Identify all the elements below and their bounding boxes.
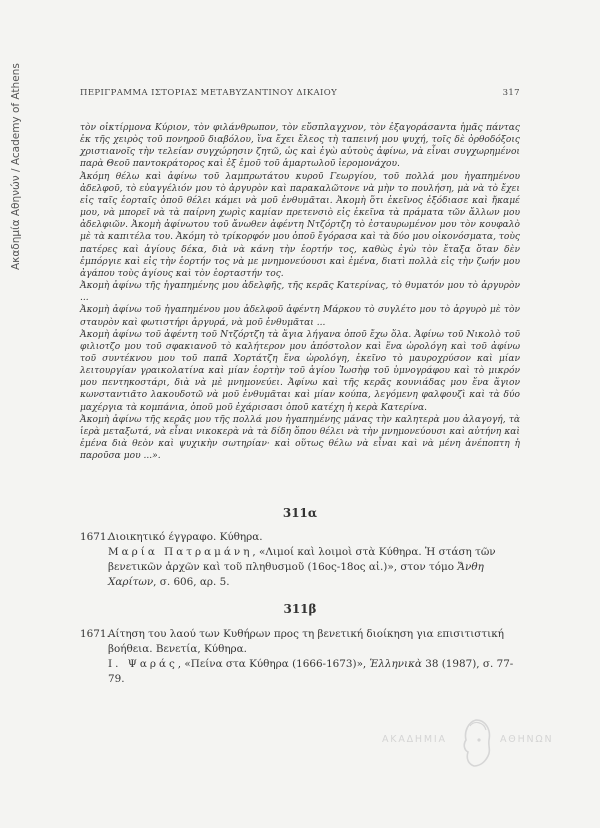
- entry-year: 1671.: [80, 628, 110, 640]
- paragraph: Ἀκομὴ ἀφίνω τῆς κερᾶς μου τῆς πολλά μου ἠγαπημένης μάνας τὴν καλητερὰ μου ἀλαγογή, τὰ ἱερὰ μεταξωτά, νὰ εἶναι νικοκερὰ νὰ τὰ δίδη ὅπου θέλει νὰ τὴν μνημονεύουσι καὶ αὐτήνη καὶ ἐμένα διὰ θεὸν καὶ ψυχικὴν σωτηρίαν· καὶ οὕτως θέλω νὰ εἶναι καὶ νὰ μένη ἀνέποπτη ἡ παροῦσα μου ...».: [80, 414, 520, 462]
- running-header: [80, 88, 520, 98]
- running-title: ΠΕΡΙΓΡΑΜΜΑ ΙΣΤΟΡΙΑΣ ΜΕΤΑΒΥΖΑΝΤΙΝΟΥ ΔΙΚΑΙΟΥ: [80, 88, 338, 98]
- watermark-right-text: ΑΘΗΝΩΝ: [500, 734, 554, 745]
- entry-citation: [80, 657, 520, 687]
- citation-author: Ι. Ψαράς: [108, 658, 178, 670]
- entry-citation: [80, 545, 520, 590]
- entry-year: 1671.: [80, 531, 110, 543]
- citation-text: , «Πείνα στα Κύθηρα (1666-1673)»,: [177, 658, 370, 670]
- citation-text: , «Λιμοί καὶ λοιμοὶ στὰ Κύθηρα. Ἡ στάση τῶν βενετικῶν ἀρχῶν καὶ τοῦ πληθυσμοῦ (16ος-18ος αἰ.)», στον τόμο: [108, 546, 496, 573]
- citation-author: Μαρία Πατραμάνη: [108, 546, 253, 558]
- paragraph: Ἀκομὴ ἀφίνω τοῦ ἠγαπημένου μου ἀδελφοῦ ἀφέντη Μάρκου τὸ συγλέτο μου τὸ ἀργυρὸ μὲ τὸν σταυρὸν καὶ φωτιστήρι ἀργυρά, νὰ μοῦ ἐνθυμᾶται ...: [80, 305, 520, 328]
- side-watermark-label: Ακαδημία Αθηνών / Academy of Athens: [10, 63, 22, 270]
- quoted-document-text: [80, 122, 520, 462]
- section-title-311b: 311β: [283, 602, 317, 616]
- citation-source: Ἑλληνικὰ: [369, 658, 422, 670]
- paragraph: Ἀκομὴ ἀφίνω τοῦ ἀφέντη τοῦ Ντζόρτζη τὰ ἅγια λήγανα ὁποῦ ἔχω ὅλα. Ἀφίνω τοῦ Νικολὸ τοῦ φιλιοτζο μου τοῦ σφακιανοῦ τὸ καλήτερον μου ἀπόστολον καὶ ἕνα ὡρολόγη καὶ τοῦ ἀφίνω τοῦ συντέκνου μου τοῦ παπᾶ Χορτάτζη ἕνα ὡρολόγη, ἐκεῖνο τὸ μαυροχρύσον καὶ μίαν λειτουργίαν γραικολατίνα καὶ μίαν ἑορτὴν τοῦ ἁγίου Ἰωσὴφ τοῦ ὑμνογράφου καὶ τὸ μικρόν μου πεντηκοστάρι, διὰ νὰ μὲ μνημονεύει. Ἀφίνω καὶ τῆς κερᾶς κουνιάδας μου ἕνα ἅγιον κωνσταντιᾶτο λακουδοτῶ νὰ μοῦ ἐνθυμᾶται καὶ μίαν κούπα, λεγόμενη φαλφουζὶ καὶ τὰ δύο μαχέργια τὰ κομπάνια, ὁποῦ μοῦ ἐχάρισασι ὁποῦ κατέχη ἡ κερὰ Κατερίνα.: [80, 329, 520, 413]
- section-title-311a: 311α: [282, 506, 318, 520]
- citation-pages: , σ. 606, αρ. 5.: [153, 576, 230, 588]
- entry-311b: [80, 627, 520, 687]
- watermark-left-text: ΑΚΑΔΗΜΙΑ: [382, 734, 447, 745]
- paragraph: τὸν οἰκτίρμονα Κύριον, τὸν φιλάνθρωπον, τὸν εὔσπλαγχνον, τὸν ἐξαγοράσαντα ἡμᾶς πάντας ἐκ τῆς χειρὸς τοῦ πονηροῦ διαβόλου, ἵνα ἔχει ἔλεος τὴ ταπεινή μου ψυχή, τοῖς δὲ ὀρθοδόξοις χριστιανοῖς τὴν τελείαν συγχώρησιν ζητῶ, ὡς καὶ ἐγὼ αὐτοὺς ἀφίνω, νὰ εἶναι συγχωρημένοι παρὰ Θεοῦ παντοκράτορος καὶ ἐξ ἐμοῦ τοῦ ἁμαρτωλοῦ ἱερομονάχου.: [80, 123, 520, 170]
- entry-description: Διοικητικό έγγραφο. Κύθηρα.: [108, 531, 263, 543]
- entry-311a: [80, 530, 520, 590]
- citation-pages: 38 (1987), σ. 77-79.: [108, 658, 514, 685]
- page-number: 317: [502, 88, 520, 98]
- citation-source: Ἄνθη Χαρίτων: [108, 561, 484, 588]
- paragraph: Ἀκόμη θέλω καὶ ἀφίνω τοῦ λαμπρωτάτου κυροῦ Γεωργίου, τοῦ πολλά μου ἠγαπημένου ἀδελφοῦ, τὸ εὐαγγέλιόν μου τὸ ἀργυρὸν καὶ παρακαλῶτονε νὰ μὴν το πουλήση, μὰ νὰ τὸ ἔχει εἰς ταῖς ἑορταῖς ὁποῦ θέλει κάμει νὰ μοῦ ἐνθυμᾶται. Ἀκομὴ ὅτι ἐκεῖνος ἐξόδιασε καὶ ἤκαμέ μου, νὰ μπορεῖ νὰ τὰ παίρνη χωρὶς καμίαν πρετενσιὸ εἰς ἐκεῖνα τὰ πράματα τῶν ἄλλων μου ἀδελφιῶν. Ἀκομὴ ἀφίνωτου τοῦ ἄνωθεν ἀφέντη Ντζόρτζη τὸ ἐσταυρωμένον μου τὸν κουφαλὸ μὲ τὰ καπιτέλα του. Ἀκόμη τὸ τρίκορφόν μου ὁποῦ ἔγόρασα καὶ τὰ δύο μου οἰκονόσματα, τοὺς πατέρες καὶ ἁγίους δέκα, διὰ νὰ κάνη τὴν ἑορτήν τος, καθὼς ἐγὼ τὸν ἔταξα ὅταν δὲν ἐμπόργιε καὶ εἰς τὴν ἑορτήν τος νὰ με μνημονεύουσι καὶ ἐμένα, διατὶ πολλὰ εἰς τὴν ζωήν μου ἀγάπου τοὺς ἁγίους καὶ τὸν ἑορταστήν τος.: [80, 171, 520, 279]
- athena-head-icon: [458, 716, 494, 770]
- academy-watermark: [370, 716, 570, 776]
- entry-description: Αίτηση του λαού των Κυθήρων προς τη βενετική διοίκηση για επισιτιστική βοήθεια. Βενετία, Κύθηρα.: [108, 628, 504, 655]
- paragraph: Ἀκομὴ ἀφίνω τῆς ἠγαπημένης μου ἀδελφῆς, τῆς κερᾶς Κατερίνας, τὸ θυματόν μου τὸ ἀργυρὸν ...: [80, 281, 520, 304]
